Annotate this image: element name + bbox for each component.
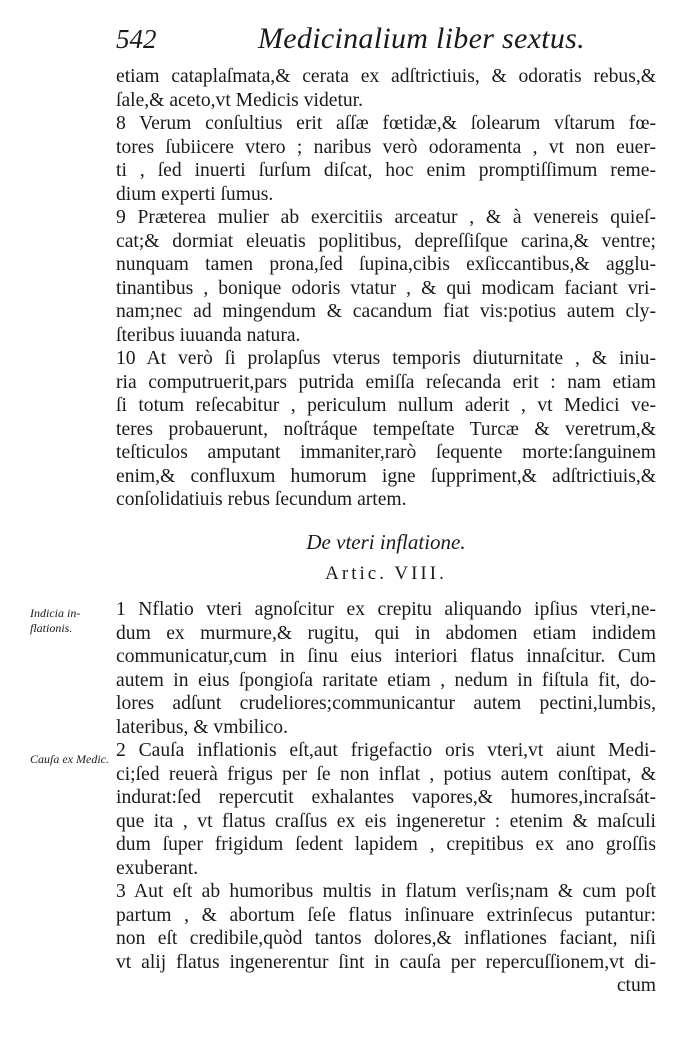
text-line: ſteribus iuuanda natura. [116,324,301,346]
text-line: teres probauerunt, noſtráque tempeſtate Turcæ & veretrum,& [116,418,656,440]
text-line: communicatur,cum in ſinu eius interiori flatus innaſcitur. Cum [116,646,656,667]
text-line: ria computruerit,pars putrida emiſſa reſecanda erit : nam etiam [116,371,656,393]
text-block-1 [116,65,656,512]
text-line: autem in eius ſpongioſa raritate etiam , nedum in fiſtula fit, do- [116,669,656,691]
text-line: vt alij flatus ingenerentur ſint in cauſa per repercuſſionem,vt di- [116,951,656,973]
text-line: etiam cataplaſmata,& cerata ex adſtrictiuis, & odoratis rebus,& [116,66,656,87]
margin-note-indicia: Indicia in- flationis. [30,606,81,635]
text-line: 9 Præterea mulier ab exercitiis arceatur , & à venereis quieſ- [116,207,656,228]
text-line: lores adſunt crudeliores;communicantur autem pectini,lumbis, [116,693,656,714]
text-line: ſi totum reſecabitur , periculum nullum aderit , vt Medici ve- [116,395,656,416]
text-line: conſolidatiuis rebus ſecundum artem. [116,489,407,510]
text-line: 3 Aut eſt ab humoribus multis in flatum verſis;nam & cum poſt [116,881,656,902]
text-line: 2 Cauſa inflationis eſt,aut frigefactio oris vteri,vt aiunt Medi- [116,740,656,761]
text-line: cat;& dormiat eleuatis poplitibus, depreſſiſque carina,& ventre; [116,230,656,252]
text-line: enim,& confluxum humorum igne ſuppriment,& adſtrictiuis,& [116,465,656,487]
text-line: dum ex murmure,& rugitu, qui in abdomen etiam indidem [116,622,656,644]
page-number: 542 [116,24,157,54]
text-line: teſticulos amputant immaniter,rarò ſequente morte:ſanguinem [116,442,656,463]
text-line: nam;nec ad mingendum & cacandum fiat vis:potius autem cly- [116,301,656,322]
section-title [116,530,656,555]
text-line: que ita , vt flatus craſſus ex eis ingeneretur : etenim & maſculi [116,810,656,832]
text-line: tores ſubiicere vtero ; naribus verò odoramenta , vt non euer- [116,136,656,158]
text-line: nunquam tamen prona,ſed ſupina,cibis exſiccantibus,& agglu- [116,254,656,275]
text-line: ſale,& aceto,vt Medicis videtur. [116,89,364,111]
running-title: Medicinalium liber sextus. [258,22,585,55]
text-line: non eſt credibile,quòd tantos dolores,& inflationes faciant, niſi [116,928,656,949]
article-heading: Artic. VIII. [325,563,447,584]
text-line: 10 At verò ſi prolapſus vterus temporis diuturnitate , & iniu- [116,348,656,369]
section-heading: De vteri inflatione. [306,530,466,554]
text-line: 1 Nflatio vteri agnoſcitur ex crepitu aliquando ipſius vteri,ne- [116,599,656,620]
article-title [116,563,656,585]
text-line: lateribus, & vmbilico. [116,716,288,738]
text-line: dum ſuper frigidum ſedent lapidem , crepitibus ex ano groſſis [116,834,656,855]
text-block-2 [116,598,656,998]
text-line: partum , & abortum ſeſe flatus inſinuare extrinſecus putantur: [116,904,656,926]
margin-note-causa: Cauſa ex Medic. [30,752,109,766]
text-line: dium experti ſumus. [116,183,274,205]
catchword: ctum [616,975,656,996]
text-line: ti , ſed inuerti ſurſum diſcat, hoc enim promptiſſimum reme- [116,160,656,181]
page-header [116,22,656,62]
text-line: ci;ſed reuerà frigus per ſe non inflat , potius autem conſtipat, & [116,763,656,785]
text-line: exuberant. [116,857,199,879]
text-line: tinantibus , bonique odoris vtatur , & qui modicam faciant vri- [116,277,656,299]
text-line: 8 Verum conſultius erit aſſæ fœtidæ,& ſolearum vſtarum fœ- [116,113,656,134]
text-line: indurat:ſed repercutit exhalantes vapores,& humores,incraſsát- [116,787,656,808]
